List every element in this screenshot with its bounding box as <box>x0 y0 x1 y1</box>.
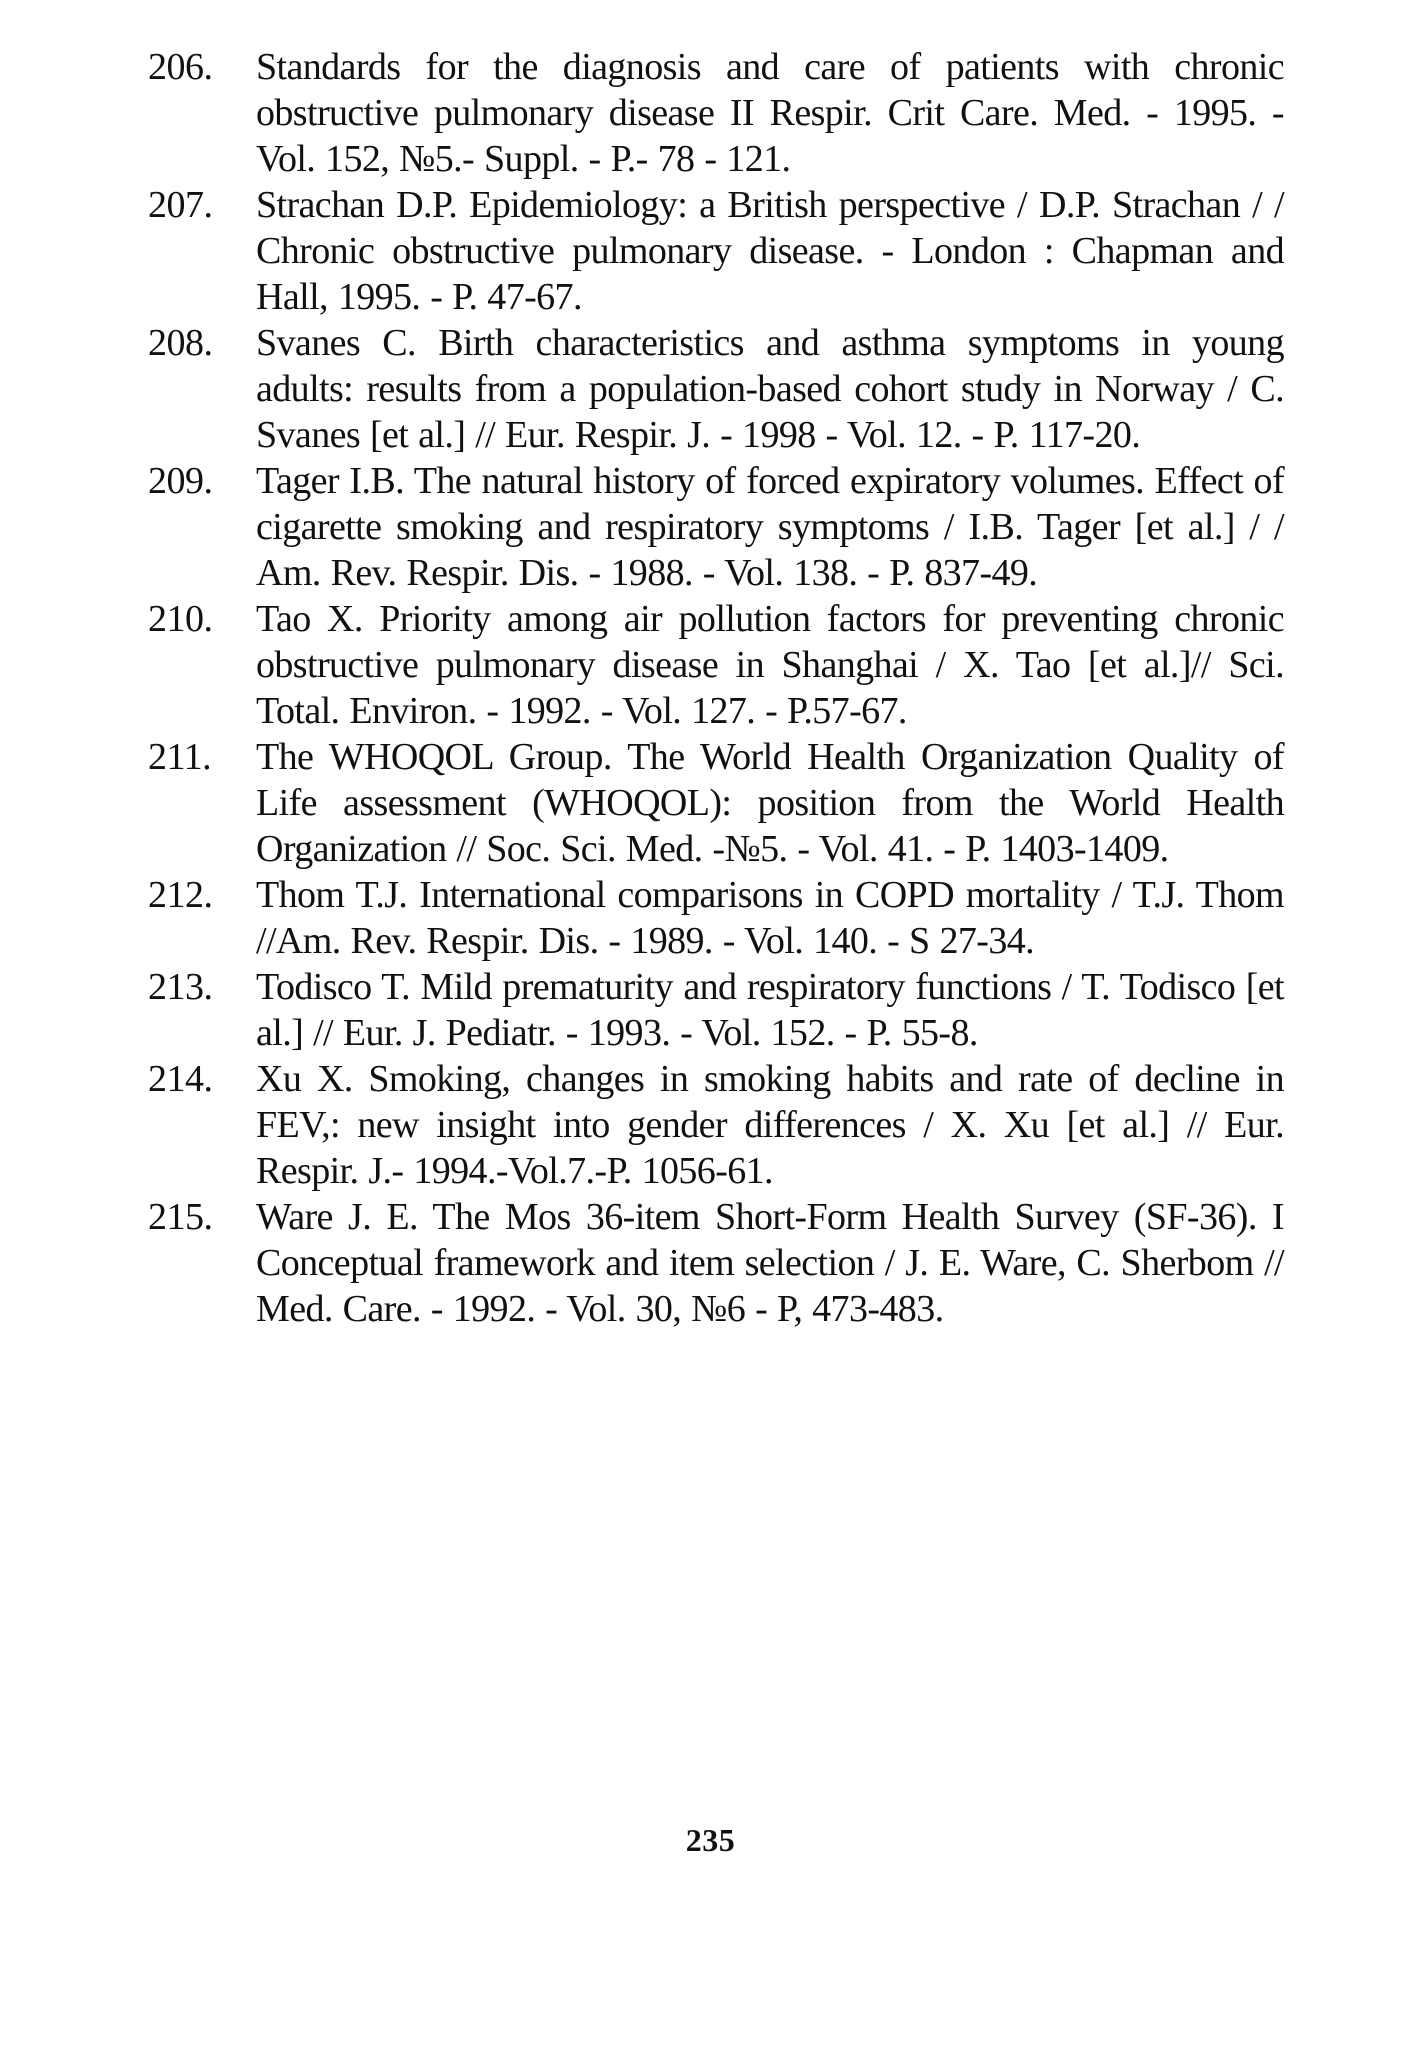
reference-text: Xu X. Smoking, changes in smoking habits and rate of decline in FEV,: new insight into gender differences / X. Xu [et al.] // Eur. Respir. J.- 1994.-Vol.7.-P. 1056-61. <box>256 1058 1284 1192</box>
reference-item-206 <box>148 44 1284 182</box>
reference-item-212 <box>148 872 1284 964</box>
reference-text: Todisco T. Mild prematurity and respiratory functions / T. Todisco [et al.] // Eur. J. Pediatr. - 1993. - Vol. 152. - P. 55-8. <box>256 966 1284 1054</box>
reference-number: 206. <box>148 46 213 88</box>
reference-text: Standards for the diagnosis and care of patients with chronic obstructive pulmonary disease II Respir. Crit Care. Med. - 1995. - Vol. 152, №5.- Suppl. - P.- 78 - 121. <box>256 46 1284 180</box>
reference-number: 211. <box>148 736 212 778</box>
reference-text: The WHOQOL Group. The World Health Organization Quality of Life assessment (WHOQOL): position from the World Health Organization // Soc. Sci. Med. -№5. - Vol. 41. - P. 1403-1409. <box>256 736 1284 870</box>
page-number: 235 <box>685 1822 736 1858</box>
reference-number: 208. <box>148 322 213 364</box>
reference-item-207 <box>148 182 1284 320</box>
reference-item-215 <box>148 1194 1284 1332</box>
reference-list <box>148 44 1284 1332</box>
reference-item-213 <box>148 964 1284 1056</box>
reference-item-209 <box>148 458 1284 596</box>
reference-item-211 <box>148 734 1284 872</box>
reference-number: 212. <box>148 874 213 916</box>
reference-text: Strachan D.P. Epidemiology: a British perspective / D.P. Strachan / / Chronic obstructive pulmonary disease. - London : Chapman and Hall, 1995. - P. 47-67. <box>256 184 1284 318</box>
reference-number: 210. <box>148 598 213 640</box>
reference-text: Tager I.B. The natural history of forced expiratory volumes. Effect of cigarette smoking and respiratory symptoms / I.B. Tager [et al.] / / Am. Rev. Respir. Dis. - 1988. - Vol. 138. - P. 837-49. <box>256 460 1284 594</box>
reference-text: Tao X. Priority among air pollution factors for preventing chronic obstructive pulmonary disease in Shanghai / X. Tao [et al.]// Sci. Total. Environ. - 1992. - Vol. 127. - P.57-67. <box>256 598 1284 732</box>
reference-number: 215. <box>148 1196 213 1238</box>
reference-number: 209. <box>148 460 213 502</box>
reference-number: 213. <box>148 966 213 1008</box>
reference-item-210 <box>148 596 1284 734</box>
reference-text: Ware J. E. The Mos 36-item Short-Form Health Survey (SF-36). I Conceptual framework and item selection / J. E. Ware, C. Sherbom // Med. Care. - 1992. - Vol. 30, №6 - P, 473-483. <box>256 1196 1284 1330</box>
reference-item-214 <box>148 1056 1284 1194</box>
reference-text: Svanes C. Birth characteristics and asthma symptoms in young adults: results from a population-based cohort study in Norway / C. Svanes [et al.] // Eur. Respir. J. - 1998 - Vol. 12. - P. 117-20. <box>256 322 1284 456</box>
reference-number: 207. <box>148 184 213 226</box>
reference-number: 214. <box>148 1058 213 1100</box>
reference-item-208 <box>148 320 1284 458</box>
reference-text: Thom T.J. International comparisons in COPD mortality / T.J. Thom //Am. Rev. Respir. Dis. - 1989. - Vol. 140. - S 27-34. <box>256 874 1284 962</box>
